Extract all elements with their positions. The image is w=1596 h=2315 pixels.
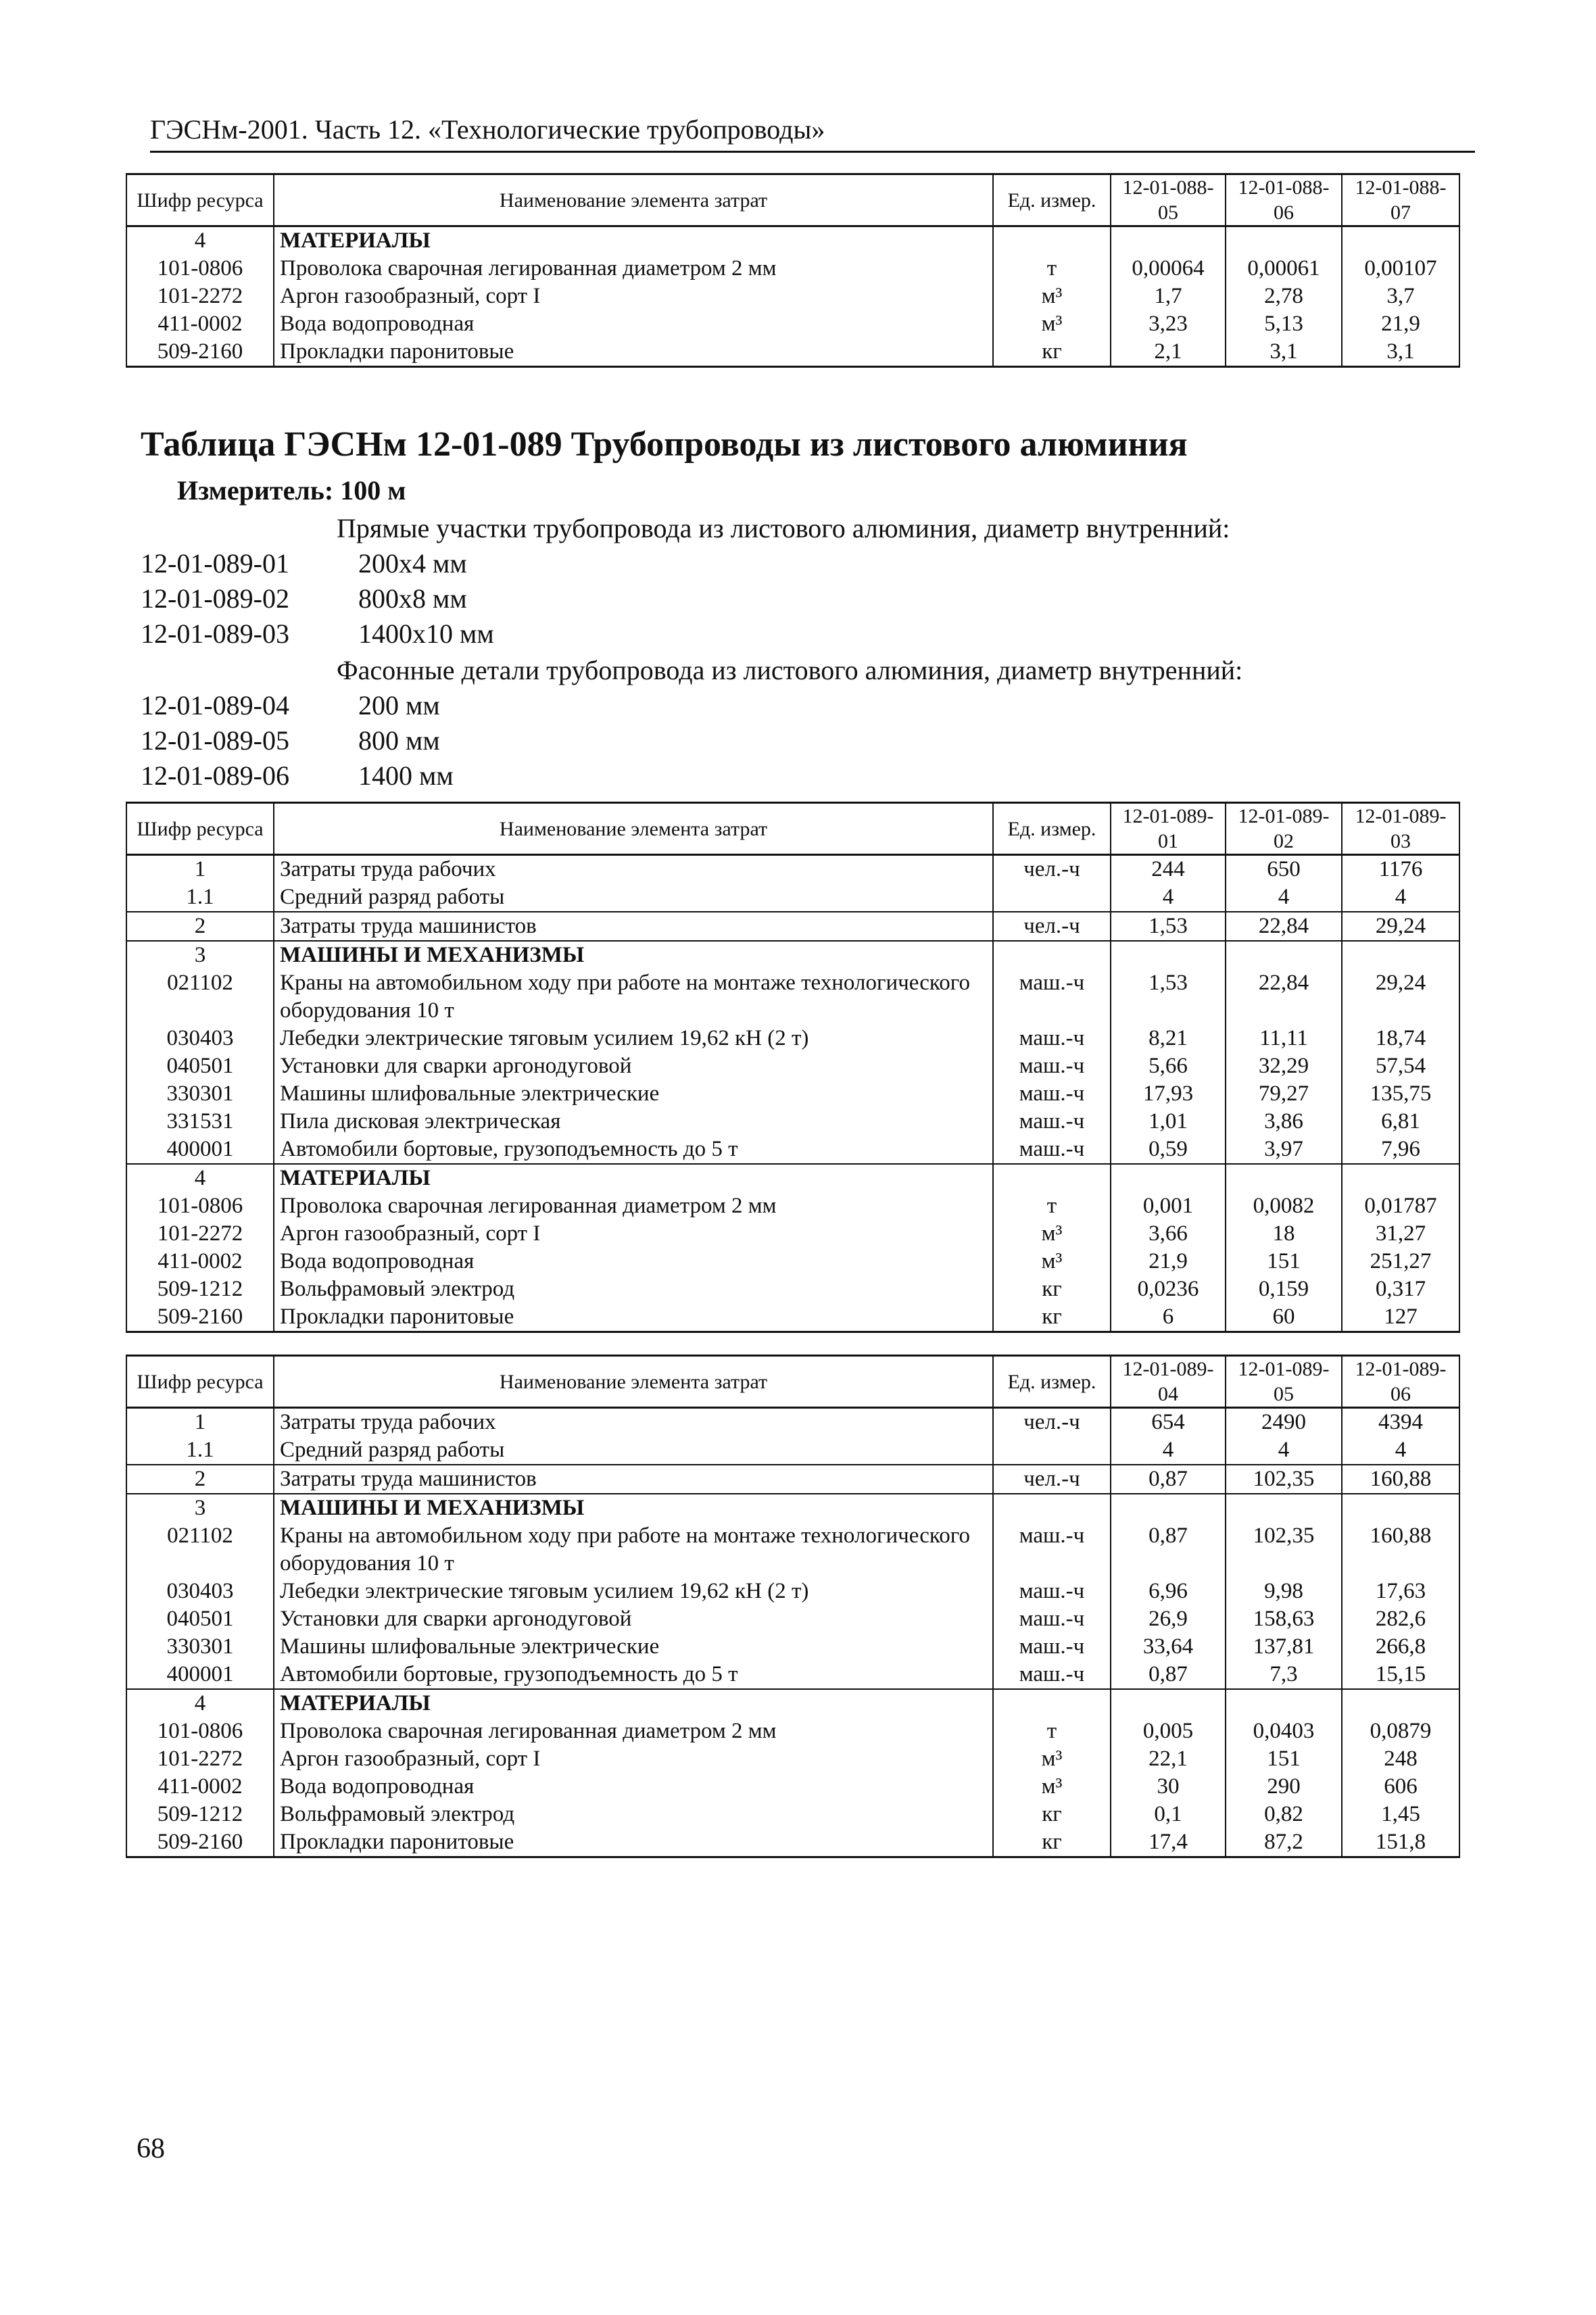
resource-code: 101-0806 <box>126 1192 274 1220</box>
value-cell <box>1342 226 1459 255</box>
table-row <box>126 1465 1459 1494</box>
cost-element-name: Установки для сварки аргонодуговой <box>274 1605 993 1633</box>
unit-cell: т <box>993 1192 1111 1220</box>
value-cell: 0,0403 <box>1226 1717 1342 1745</box>
value-cell: 2,78 <box>1226 283 1342 310</box>
value-cell: 79,27 <box>1226 1080 1342 1108</box>
value-cell: 4 <box>1226 1436 1342 1465</box>
unit-cell: м³ <box>993 283 1111 310</box>
resource-code: 2 <box>126 912 274 941</box>
unit-cell: кг <box>993 1828 1111 1857</box>
cost-element-name: Аргон газообразный, сорт I <box>274 283 993 310</box>
value-cell: 0,1 <box>1111 1801 1226 1828</box>
table-row <box>126 310 1459 338</box>
resource-code: 400001 <box>126 1661 274 1689</box>
value-cell: 7,3 <box>1226 1661 1342 1689</box>
value-cell <box>1226 1689 1342 1717</box>
value-cell: 8,21 <box>1111 1025 1226 1052</box>
resource-code: 101-2272 <box>126 1220 274 1248</box>
cost-element-name: МАТЕРИАЛЫ <box>274 1689 993 1717</box>
value-cell <box>1342 941 1459 969</box>
cost-element-name: Вода водопроводная <box>274 1773 993 1801</box>
value-cell: 60 <box>1226 1303 1342 1332</box>
value-cell: 18 <box>1226 1220 1342 1248</box>
cost-element-name: Прокладки паронитовые <box>274 1828 993 1857</box>
value-cell <box>1342 1494 1459 1522</box>
table-row <box>126 969 1459 1025</box>
resource-code: 400001 <box>126 1136 274 1164</box>
resource-code: 509-1212 <box>126 1801 274 1828</box>
group-heading-straight: Прямые участки трубопровода из листового алюминия, диаметр внутренний: <box>337 513 1230 543</box>
resource-code: 101-0806 <box>126 1717 274 1745</box>
value-cell: 137,81 <box>1226 1633 1342 1661</box>
item-code: 12-01-089-01 <box>141 548 289 579</box>
resource-table-089-04-06 <box>126 1355 1460 1858</box>
item-text: 1400х10 мм <box>358 618 494 649</box>
value-cell: 4 <box>1226 883 1342 912</box>
resource-code: 3 <box>126 941 274 969</box>
cost-element-name: Машины шлифовальные электрические <box>274 1633 993 1661</box>
table-row <box>126 1025 1459 1052</box>
cost-element-name: Проволока сварочная легированная диаметром 2 мм <box>274 255 993 283</box>
cost-element-name: МАШИНЫ И МЕХАНИЗМЫ <box>274 1494 993 1522</box>
value-cell: 22,84 <box>1226 912 1342 941</box>
resource-code: 030403 <box>126 1578 274 1605</box>
value-cell: 1,7 <box>1111 283 1226 310</box>
value-cell: 244 <box>1111 855 1226 884</box>
table-row <box>126 1436 1459 1465</box>
cost-element-name: Прокладки паронитовые <box>274 1303 993 1332</box>
unit-cell <box>993 941 1111 969</box>
table-row <box>126 1136 1459 1164</box>
value-cell: 0,00061 <box>1226 255 1342 283</box>
value-cell: 57,54 <box>1342 1052 1459 1080</box>
unit-cell: т <box>993 1717 1111 1745</box>
unit-cell: маш.-ч <box>993 969 1111 1025</box>
section-row <box>126 1494 1459 1522</box>
unit-cell <box>993 226 1111 255</box>
value-cell: 0,59 <box>1111 1136 1226 1164</box>
resource-code: 509-1212 <box>126 1275 274 1303</box>
cost-element-name: Вода водопроводная <box>274 310 993 338</box>
column-header: Ед. измер. <box>993 803 1111 855</box>
resource-code: 030403 <box>126 1025 274 1052</box>
cost-element-name: Лебедки электрические тяговым усилием 19,62 кН (2 т) <box>274 1025 993 1052</box>
column-header: Ед. измер. <box>993 1356 1111 1408</box>
value-cell: 2,1 <box>1111 338 1226 367</box>
value-cell: 151 <box>1226 1745 1342 1773</box>
cost-element-name: Затраты труда рабочих <box>274 1408 993 1437</box>
unit-cell: чел.-ч <box>993 912 1111 941</box>
resource-code: 101-0806 <box>126 255 274 283</box>
resource-code: 1 <box>126 855 274 884</box>
resource-code: 040501 <box>126 1052 274 1080</box>
item-text: 800 мм <box>358 725 440 756</box>
section-row <box>126 1164 1459 1192</box>
item-text: 200 мм <box>358 690 440 721</box>
unit-cell: кг <box>993 338 1111 367</box>
resource-code: 2 <box>126 1465 274 1494</box>
value-cell: 3,1 <box>1342 338 1459 367</box>
table-row <box>126 1220 1459 1248</box>
unit-cell: м³ <box>993 310 1111 338</box>
cost-element-name: МАТЕРИАЛЫ <box>274 1164 993 1192</box>
value-cell: 654 <box>1111 1408 1226 1437</box>
item-code: 12-01-089-05 <box>141 725 289 756</box>
value-cell <box>1111 1494 1226 1522</box>
value-cell: 151,8 <box>1342 1828 1459 1857</box>
value-cell: 6 <box>1111 1303 1226 1332</box>
value-cell: 0,001 <box>1111 1192 1226 1220</box>
resource-code: 411-0002 <box>126 310 274 338</box>
value-cell: 17,93 <box>1111 1080 1226 1108</box>
resource-code: 330301 <box>126 1080 274 1108</box>
table-row <box>126 1717 1459 1745</box>
unit-cell: маш.-ч <box>993 1052 1111 1080</box>
value-cell: 135,75 <box>1342 1080 1459 1108</box>
value-cell: 0,317 <box>1342 1275 1459 1303</box>
resource-code: 509-2160 <box>126 1303 274 1332</box>
value-cell: 0,87 <box>1111 1465 1226 1494</box>
unit-cell <box>993 1494 1111 1522</box>
resource-code: 330301 <box>126 1633 274 1661</box>
cost-element-name: Краны на автомобильном ходу при работе на монтаже технологического оборудования 10 т <box>274 1522 993 1578</box>
table-row <box>126 1773 1459 1801</box>
cost-element-name: Вольфрамовый электрод <box>274 1801 993 1828</box>
table-row <box>126 1605 1459 1633</box>
value-cell: 606 <box>1342 1773 1459 1801</box>
value-cell: 1,45 <box>1342 1801 1459 1828</box>
column-header: 12-01-089-06 <box>1342 1356 1459 1408</box>
table-row <box>126 1248 1459 1275</box>
column-header: 12-01-089-03 <box>1342 803 1459 855</box>
value-cell: 102,35 <box>1226 1465 1342 1494</box>
value-cell: 251,27 <box>1342 1248 1459 1275</box>
value-cell: 0,87 <box>1111 1661 1226 1689</box>
item-code: 12-01-089-02 <box>141 583 289 614</box>
value-cell: 0,159 <box>1226 1275 1342 1303</box>
value-cell <box>1226 1164 1342 1192</box>
table-row <box>126 283 1459 310</box>
cost-element-name: Затраты труда машинистов <box>274 1465 993 1494</box>
resource-code: 411-0002 <box>126 1773 274 1801</box>
table-row <box>126 1080 1459 1108</box>
table-row <box>126 1108 1459 1136</box>
table-header-row <box>126 1356 1459 1408</box>
unit-cell <box>993 883 1111 912</box>
column-header: Наименование элемента затрат <box>274 174 993 226</box>
table-row <box>126 1192 1459 1220</box>
cost-element-name: Краны на автомобильном ходу при работе на монтаже технологического оборудования 10 т <box>274 969 993 1025</box>
column-header: 12-01-088-05 <box>1111 174 1226 226</box>
value-cell: 17,63 <box>1342 1578 1459 1605</box>
cost-element-name: МАТЕРИАЛЫ <box>274 226 993 255</box>
value-cell: 2490 <box>1226 1408 1342 1437</box>
value-cell: 22,1 <box>1111 1745 1226 1773</box>
cost-element-name: Средний разряд работы <box>274 1436 993 1465</box>
value-cell: 5,13 <box>1226 310 1342 338</box>
unit-cell: маш.-ч <box>993 1025 1111 1052</box>
value-cell: 102,35 <box>1226 1522 1342 1578</box>
value-cell: 3,7 <box>1342 283 1459 310</box>
resource-code: 101-2272 <box>126 1745 274 1773</box>
value-cell: 6,96 <box>1111 1578 1226 1605</box>
column-header: Наименование элемента затрат <box>274 1356 993 1408</box>
value-cell: 4 <box>1342 1436 1459 1465</box>
table-row <box>126 1745 1459 1773</box>
value-cell <box>1226 1494 1342 1522</box>
value-cell: 87,2 <box>1226 1828 1342 1857</box>
value-cell: 0,00064 <box>1111 255 1226 283</box>
value-cell: 11,11 <box>1226 1025 1342 1052</box>
value-cell <box>1342 1164 1459 1192</box>
resource-code: 101-2272 <box>126 283 274 310</box>
value-cell: 4 <box>1111 1436 1226 1465</box>
value-cell: 0,0236 <box>1111 1275 1226 1303</box>
column-header: 12-01-089-01 <box>1111 803 1226 855</box>
unit-cell: маш.-ч <box>993 1080 1111 1108</box>
value-cell: 32,29 <box>1226 1052 1342 1080</box>
value-cell: 3,66 <box>1111 1220 1226 1248</box>
value-cell: 21,9 <box>1111 1248 1226 1275</box>
unit-cell: чел.-ч <box>993 1408 1111 1437</box>
value-cell: 650 <box>1226 855 1342 884</box>
cost-element-name: Прокладки паронитовые <box>274 338 993 367</box>
value-cell: 5,66 <box>1111 1052 1226 1080</box>
value-cell: 0,00107 <box>1342 255 1459 283</box>
resource-code: 1 <box>126 1408 274 1437</box>
cost-element-name: Машины шлифовальные электрические <box>274 1080 993 1108</box>
value-cell: 29,24 <box>1342 912 1459 941</box>
value-cell: 3,1 <box>1226 338 1342 367</box>
unit-cell: маш.-ч <box>993 1633 1111 1661</box>
resource-code: 411-0002 <box>126 1248 274 1275</box>
unit-cell: маш.-ч <box>993 1108 1111 1136</box>
unit-cell: м³ <box>993 1745 1111 1773</box>
value-cell <box>1111 1164 1226 1192</box>
value-cell: 1,01 <box>1111 1108 1226 1136</box>
unit-cell <box>993 1164 1111 1192</box>
value-cell: 0,82 <box>1226 1801 1342 1828</box>
section-row <box>126 226 1459 255</box>
value-cell: 160,88 <box>1342 1465 1459 1494</box>
page-header: ГЭСНм-2001. Часть 12. «Технологические трубопроводы» <box>150 114 1475 153</box>
value-cell: 18,74 <box>1342 1025 1459 1052</box>
cost-element-name: Автомобили бортовые, грузоподъемность до 5 т <box>274 1661 993 1689</box>
column-header: 12-01-089-04 <box>1111 1356 1226 1408</box>
value-cell <box>1226 226 1342 255</box>
column-header: Ед. измер. <box>993 174 1111 226</box>
value-cell: 1,53 <box>1111 969 1226 1025</box>
column-header: 12-01-088-07 <box>1342 174 1459 226</box>
column-header: 12-01-088-06 <box>1226 174 1342 226</box>
resource-code: 1.1 <box>126 883 274 912</box>
table-row <box>126 1661 1459 1689</box>
section-row <box>126 1689 1459 1717</box>
value-cell: 3,86 <box>1226 1108 1342 1136</box>
table-title: Таблица ГЭСНм 12-01-089 Трубопроводы из листового алюминия <box>141 425 1188 464</box>
value-cell: 248 <box>1342 1745 1459 1773</box>
value-cell: 4 <box>1342 883 1459 912</box>
resource-code: 4 <box>126 226 274 255</box>
column-header: Шифр ресурса <box>126 1356 274 1408</box>
column-header: Шифр ресурса <box>126 803 274 855</box>
table-row <box>126 1052 1459 1080</box>
cost-element-name: Проволока сварочная легированная диаметром 2 мм <box>274 1192 993 1220</box>
value-cell: 9,98 <box>1226 1578 1342 1605</box>
value-cell: 4 <box>1111 883 1226 912</box>
value-cell: 266,8 <box>1342 1633 1459 1661</box>
table-row <box>126 338 1459 367</box>
unit-cell: м³ <box>993 1220 1111 1248</box>
table-row <box>126 912 1459 941</box>
unit-cell: т <box>993 255 1111 283</box>
table-row <box>126 1828 1459 1857</box>
value-cell: 4394 <box>1342 1408 1459 1437</box>
value-cell: 1,53 <box>1111 912 1226 941</box>
measure-line <box>177 474 406 506</box>
resource-table-088 <box>126 173 1460 368</box>
resource-code: 331531 <box>126 1108 274 1136</box>
value-cell: 282,6 <box>1342 1605 1459 1633</box>
value-cell <box>1111 941 1226 969</box>
resource-code: 021102 <box>126 969 274 1025</box>
unit-cell: м³ <box>993 1773 1111 1801</box>
value-cell: 29,24 <box>1342 969 1459 1025</box>
cost-element-name: Вода водопроводная <box>274 1248 993 1275</box>
table-header-row <box>126 803 1459 855</box>
value-cell: 0,87 <box>1111 1522 1226 1578</box>
unit-cell: маш.-ч <box>993 1522 1111 1578</box>
unit-cell <box>993 1436 1111 1465</box>
value-cell: 7,96 <box>1342 1136 1459 1164</box>
resource-code: 3 <box>126 1494 274 1522</box>
table-row <box>126 1578 1459 1605</box>
table-row <box>126 1408 1459 1437</box>
unit-cell: чел.-ч <box>993 1465 1111 1494</box>
cost-element-name: Вольфрамовый электрод <box>274 1275 993 1303</box>
unit-cell: кг <box>993 1275 1111 1303</box>
unit-cell: маш.-ч <box>993 1578 1111 1605</box>
resource-code: 4 <box>126 1689 274 1717</box>
unit-cell: м³ <box>993 1248 1111 1275</box>
value-cell: 3,23 <box>1111 310 1226 338</box>
table-row <box>126 1275 1459 1303</box>
column-header: Шифр ресурса <box>126 174 274 226</box>
value-cell: 15,15 <box>1342 1661 1459 1689</box>
unit-cell: чел.-ч <box>993 855 1111 884</box>
resource-code: 509-2160 <box>126 338 274 367</box>
value-cell: 21,9 <box>1342 310 1459 338</box>
cost-element-name: Проволока сварочная легированная диаметром 2 мм <box>274 1717 993 1745</box>
table-row <box>126 855 1459 884</box>
unit-cell <box>993 1689 1111 1717</box>
value-cell: 127 <box>1342 1303 1459 1332</box>
cost-element-name: Аргон газообразный, сорт I <box>274 1220 993 1248</box>
value-cell <box>1342 1689 1459 1717</box>
value-cell: 6,81 <box>1342 1108 1459 1136</box>
unit-cell: кг <box>993 1801 1111 1828</box>
unit-cell: кг <box>993 1303 1111 1332</box>
value-cell: 0,0879 <box>1342 1717 1459 1745</box>
cost-element-name: Средний разряд работы <box>274 883 993 912</box>
item-text: 800х8 мм <box>358 583 467 614</box>
value-cell: 290 <box>1226 1773 1342 1801</box>
value-cell: 1176 <box>1342 855 1459 884</box>
value-cell: 31,27 <box>1342 1220 1459 1248</box>
group-heading-fittings: Фасонные детали трубопровода из листового алюминия, диаметр внутренний: <box>337 655 1243 685</box>
item-code: 12-01-089-03 <box>141 618 289 649</box>
cost-element-name: Аргон газообразный, сорт I <box>274 1745 993 1773</box>
value-cell: 17,4 <box>1111 1828 1226 1857</box>
page-number: 68 <box>137 2133 165 2164</box>
cost-element-name: Лебедки электрические тяговым усилием 19,62 кН (2 т) <box>274 1578 993 1605</box>
value-cell: 160,88 <box>1342 1522 1459 1578</box>
value-cell: 151 <box>1226 1248 1342 1275</box>
resource-code: 4 <box>126 1164 274 1192</box>
cost-element-name: Установки для сварки аргонодуговой <box>274 1052 993 1080</box>
value-cell: 33,64 <box>1111 1633 1226 1661</box>
resource-code: 021102 <box>126 1522 274 1578</box>
unit-cell: маш.-ч <box>993 1661 1111 1689</box>
table-row <box>126 1522 1459 1578</box>
value-cell <box>1111 1689 1226 1717</box>
value-cell: 0,01787 <box>1342 1192 1459 1220</box>
cost-element-name: МАШИНЫ И МЕХАНИЗМЫ <box>274 941 993 969</box>
cost-element-name: Пила дисковая электрическая <box>274 1108 993 1136</box>
resource-code: 040501 <box>126 1605 274 1633</box>
value-cell <box>1226 941 1342 969</box>
value-cell: 26,9 <box>1111 1605 1226 1633</box>
resource-code: 1.1 <box>126 1436 274 1465</box>
cost-element-name: Затраты труда рабочих <box>274 855 993 884</box>
value-cell: 3,97 <box>1226 1136 1342 1164</box>
measure-label: Измеритель: <box>177 475 334 506</box>
item-text: 200х4 мм <box>358 548 467 579</box>
table-row <box>126 1801 1459 1828</box>
table-header-row <box>126 174 1459 226</box>
column-header: 12-01-089-05 <box>1226 1356 1342 1408</box>
value-cell: 22,84 <box>1226 969 1342 1025</box>
column-header: Наименование элемента затрат <box>274 803 993 855</box>
value-cell: 0,0082 <box>1226 1192 1342 1220</box>
resource-code: 509-2160 <box>126 1828 274 1857</box>
value-cell: 158,63 <box>1226 1605 1342 1633</box>
table-row <box>126 1303 1459 1332</box>
value-cell <box>1111 226 1226 255</box>
unit-cell: маш.-ч <box>993 1605 1111 1633</box>
table-row <box>126 255 1459 283</box>
item-code: 12-01-089-04 <box>141 690 289 721</box>
table-row <box>126 1633 1459 1661</box>
cost-element-name: Автомобили бортовые, грузоподъемность до 5 т <box>274 1136 993 1164</box>
cost-element-name: Затраты труда машинистов <box>274 912 993 941</box>
unit-cell: маш.-ч <box>993 1136 1111 1164</box>
table-row <box>126 883 1459 912</box>
section-row <box>126 941 1459 969</box>
item-code: 12-01-089-06 <box>141 760 289 791</box>
measure-value: 100 м <box>340 475 406 506</box>
item-text: 1400 мм <box>358 760 454 791</box>
resource-table-089-01-03 <box>126 802 1460 1333</box>
value-cell: 30 <box>1111 1773 1226 1801</box>
value-cell: 0,005 <box>1111 1717 1226 1745</box>
column-header: 12-01-089-02 <box>1226 803 1342 855</box>
